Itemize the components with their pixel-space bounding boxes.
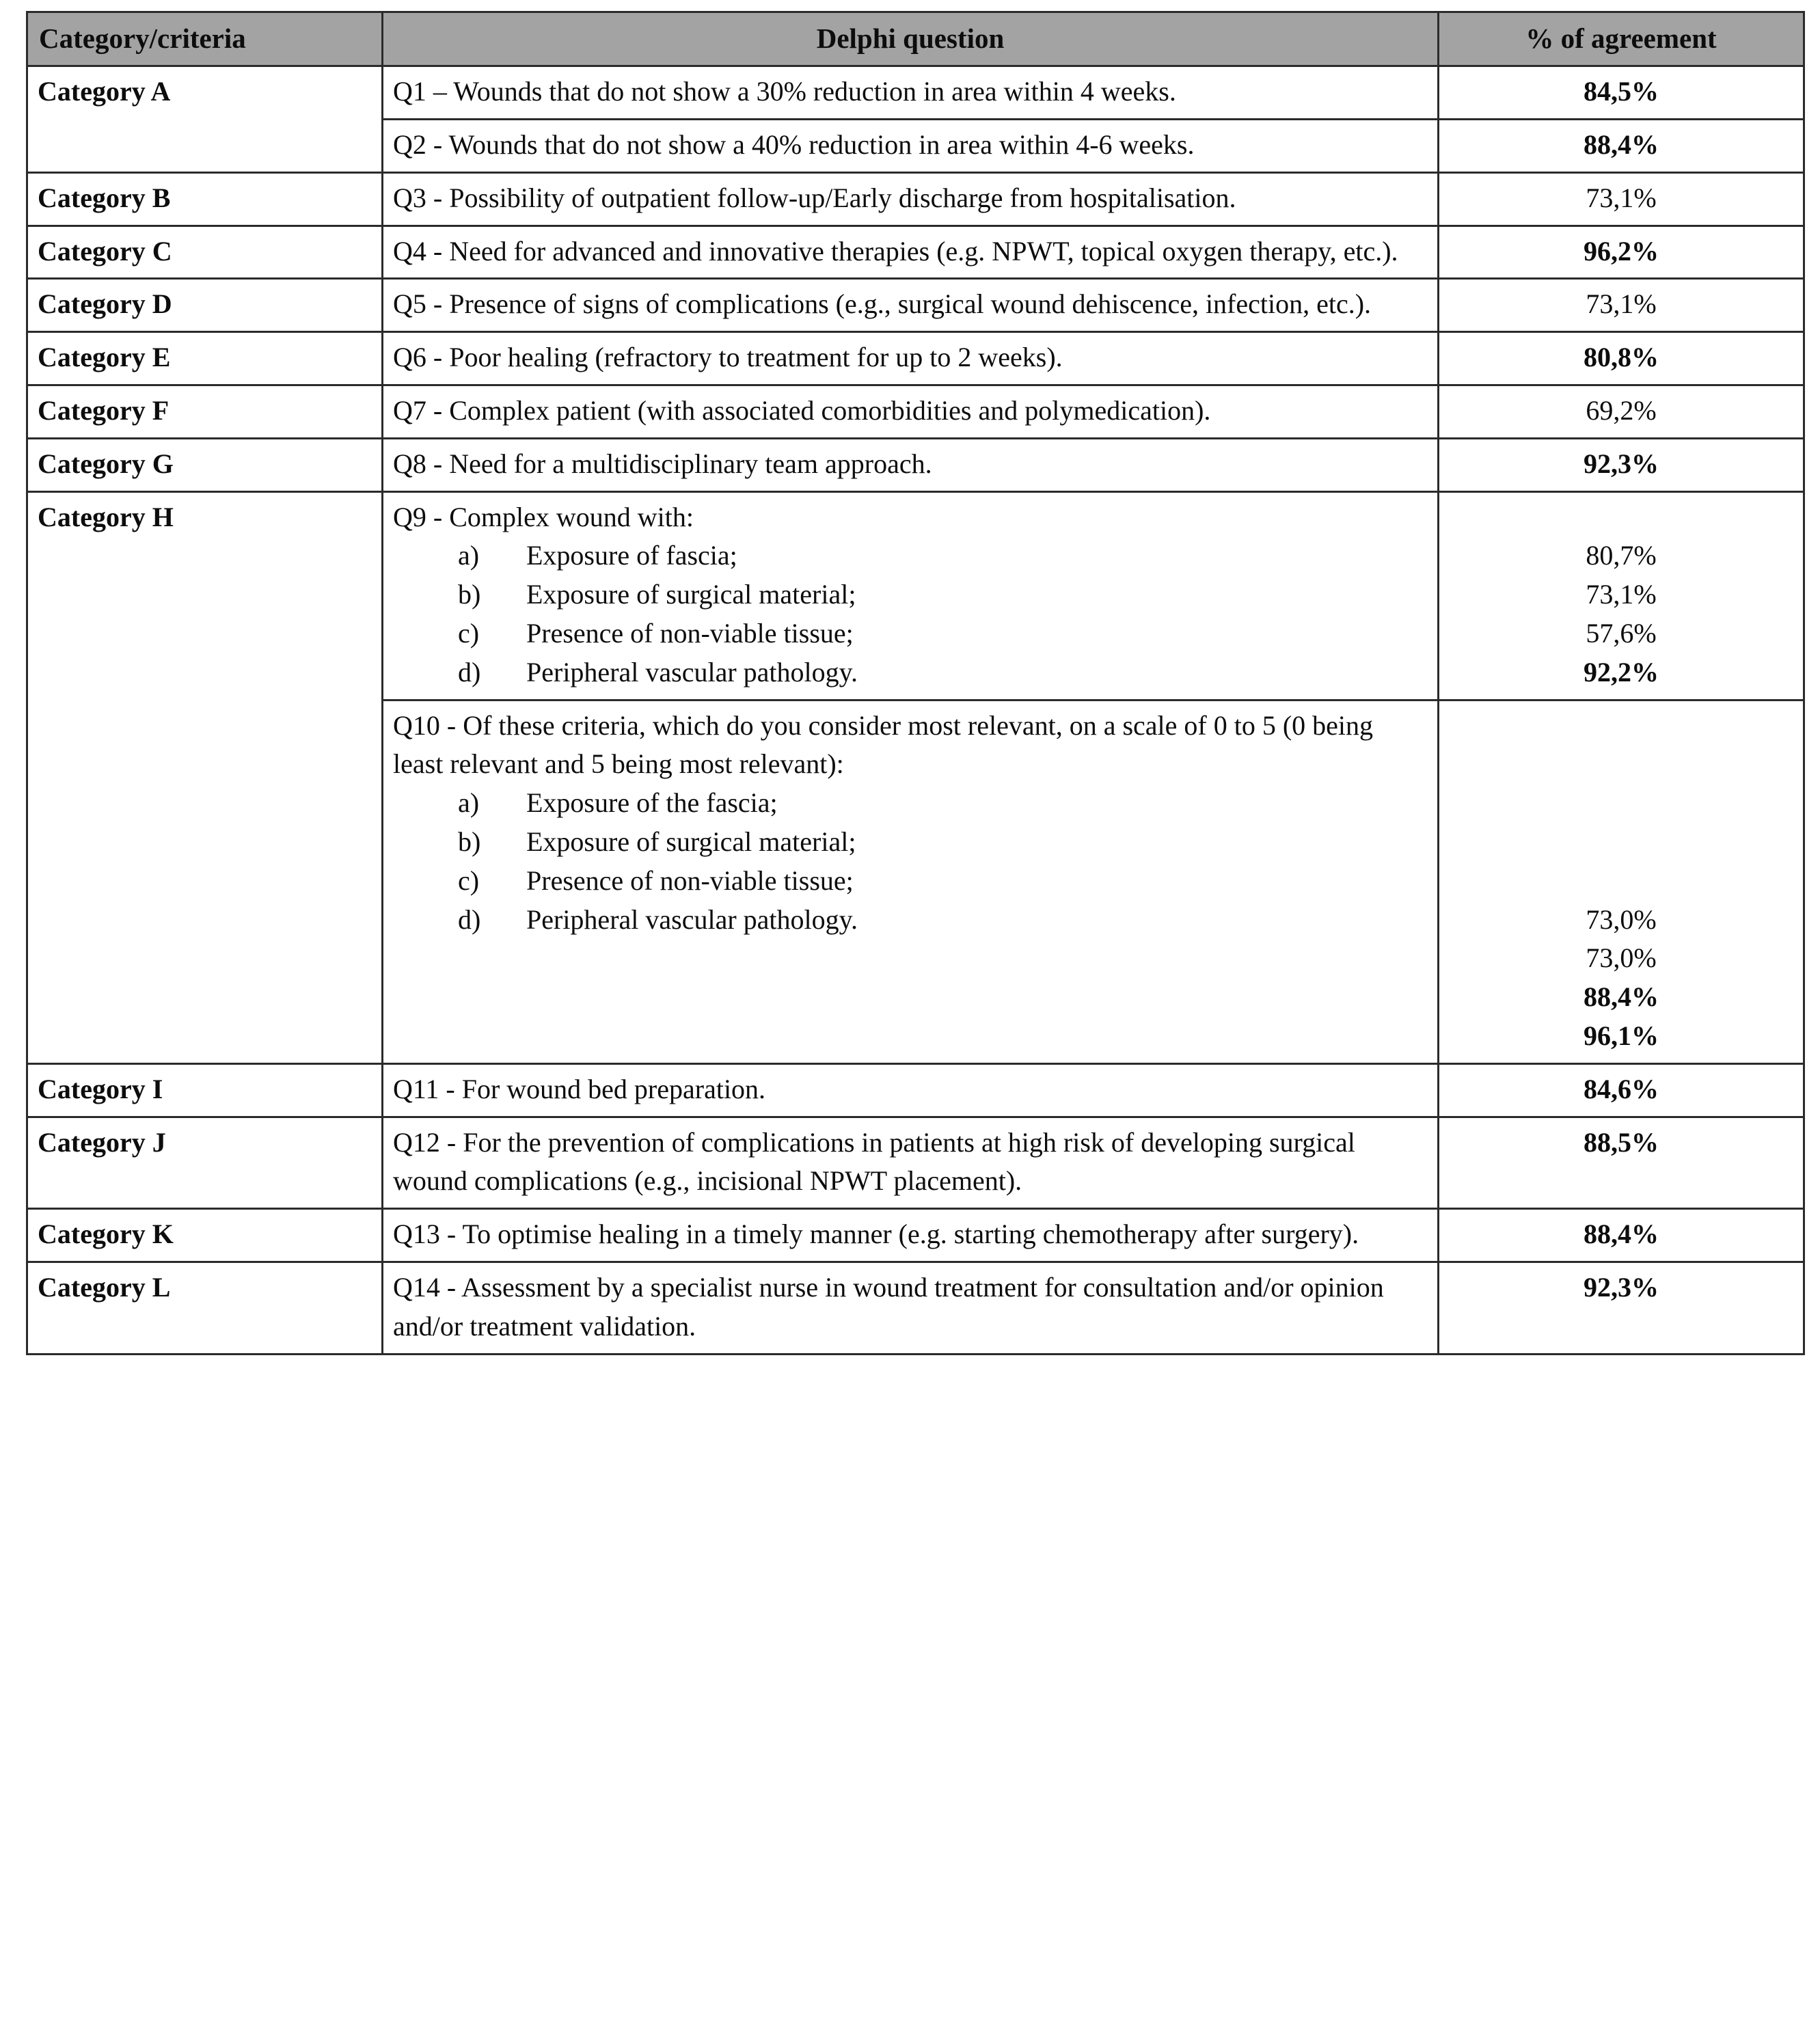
table-row	[27, 332, 1804, 385]
agreement-cell: 88,5%	[1439, 1117, 1804, 1209]
question-cell: Q3 - Possibility of outpatient follow-up/Early discharge from hospitalisation.	[383, 172, 1439, 226]
list-item	[393, 901, 1428, 940]
table-row	[27, 1262, 1804, 1354]
agreement-cell: 84,6%	[1439, 1063, 1804, 1117]
agreement-value: 96,1%	[1584, 1020, 1659, 1051]
question-cell: Q14 - Assessment by a specialist nurse in wound treatment for consultation and/or opinion and/or treatment validation.	[383, 1262, 1439, 1354]
question-cell: Q1 – Wounds that do not show a 30% reduction in area within 4 weeks.	[383, 66, 1439, 120]
list-marker: b)	[458, 579, 481, 610]
list-item	[393, 536, 1428, 575]
question-cell: Q13 - To optimise healing in a timely manner (e.g. starting chemotherapy after surgery).	[383, 1209, 1439, 1262]
agreement-cell: 88,4%	[1439, 120, 1804, 173]
question-cell: Q7 - Complex patient (with associated comorbidities and polymedication).	[383, 385, 1439, 439]
agreement-cell	[1439, 491, 1804, 700]
list-marker: c)	[458, 617, 480, 649]
agreement-cell: 73,1%	[1439, 279, 1804, 332]
table-row	[27, 172, 1804, 226]
question-sublist	[393, 536, 1428, 692]
question-cell	[383, 700, 1439, 1063]
header-row	[27, 12, 1804, 66]
category-cell: Category B	[27, 172, 383, 226]
question-cell: Q12 - For the prevention of complications in patients at high risk of developing surgical wound complications (e.g., incisional NPWT placement).	[383, 1117, 1439, 1209]
list-marker: b)	[458, 826, 481, 857]
list-marker: d)	[458, 903, 481, 935]
list-item-label: Peripheral vascular pathology.	[526, 656, 858, 688]
list-item-label: Peripheral vascular pathology.	[526, 903, 858, 935]
table-row	[27, 279, 1804, 332]
category-cell: Category A	[27, 66, 383, 173]
agreement-value: 88,4%	[1584, 981, 1659, 1013]
category-cell: Category K	[27, 1209, 383, 1262]
table-row	[27, 1063, 1804, 1117]
list-item	[393, 575, 1428, 614]
column-header-question: Delphi question	[383, 12, 1439, 66]
list-item-label: Presence of non-viable tissue;	[526, 865, 854, 896]
question-sublist	[393, 784, 1428, 939]
list-item-label: Exposure of the fascia;	[526, 787, 778, 819]
table-row	[27, 438, 1804, 491]
agreement-value: 92,2%	[1584, 656, 1659, 688]
list-item-label: Presence of non-viable tissue;	[526, 617, 854, 649]
agreement-cell: 92,3%	[1439, 438, 1804, 491]
agreement-cell: 84,5%	[1439, 66, 1804, 120]
question-cell: Q4 - Need for advanced and innovative therapies (e.g. NPWT, topical oxygen therapy, etc.).	[383, 226, 1439, 279]
list-marker: d)	[458, 656, 481, 688]
question-cell: Q11 - For wound bed preparation.	[383, 1063, 1439, 1117]
column-header-category: Category/criteria	[27, 12, 383, 66]
table-row	[27, 491, 1804, 700]
category-cell: Category F	[27, 385, 383, 439]
list-item-label: Exposure of surgical material;	[526, 579, 856, 610]
category-cell: Category H	[27, 491, 383, 1063]
agreement-value: 57,6%	[1586, 617, 1657, 649]
table-row	[27, 66, 1804, 120]
question-cell: Q5 - Presence of signs of complications (e.g., surgical wound dehiscence, infection, etc.).	[383, 279, 1439, 332]
category-cell: Category I	[27, 1063, 383, 1117]
table-row	[27, 385, 1804, 439]
question-cell	[383, 491, 1439, 700]
list-marker: a)	[458, 787, 480, 819]
agreement-cell: 73,1%	[1439, 172, 1804, 226]
category-cell: Category J	[27, 1117, 383, 1209]
category-cell: Category E	[27, 332, 383, 385]
agreement-cell: 88,4%	[1439, 1209, 1804, 1262]
list-item-label: Exposure of fascia;	[526, 540, 737, 571]
question-lead: Q10 - Of these criteria, which do you consider most relevant, on a scale of 0 to 5 (0 being least relevant and 5 being most relevant):	[393, 709, 1374, 780]
list-item	[393, 784, 1428, 823]
table-header	[27, 12, 1804, 66]
list-item	[393, 862, 1428, 901]
table-row	[27, 1117, 1804, 1209]
list-item	[393, 614, 1428, 653]
category-cell: Category C	[27, 226, 383, 279]
question-cell: Q2 - Wounds that do not show a 40% reduction in area within 4-6 weeks.	[383, 120, 1439, 173]
category-cell: Category D	[27, 279, 383, 332]
table-row	[27, 1209, 1804, 1262]
agreement-cell	[1439, 700, 1804, 1063]
list-item-label: Exposure of surgical material;	[526, 826, 856, 857]
category-cell: Category G	[27, 438, 383, 491]
agreement-value: 73,0%	[1586, 942, 1657, 974]
column-header-agreement: % of agreement	[1439, 12, 1804, 66]
list-item	[393, 653, 1428, 692]
delphi-consensus-table	[26, 11, 1805, 1355]
agreement-cell: 80,8%	[1439, 332, 1804, 385]
agreement-cell: 69,2%	[1439, 385, 1804, 439]
list-marker: a)	[458, 540, 480, 571]
agreement-cell: 92,3%	[1439, 1262, 1804, 1354]
table-row	[27, 226, 1804, 279]
category-cell: Category L	[27, 1262, 383, 1354]
agreement-cell: 96,2%	[1439, 226, 1804, 279]
question-cell: Q6 - Poor healing (refractory to treatment for up to 2 weeks).	[383, 332, 1439, 385]
list-marker: c)	[458, 865, 480, 896]
question-lead: Q9 - Complex wound with:	[393, 501, 694, 532]
table-body	[27, 66, 1804, 1354]
agreement-value: 80,7%	[1586, 540, 1657, 571]
list-item	[393, 823, 1428, 862]
agreement-value: 73,0%	[1586, 903, 1657, 935]
question-cell: Q8 - Need for a multidisciplinary team approach.	[383, 438, 1439, 491]
agreement-value: 73,1%	[1586, 579, 1657, 610]
